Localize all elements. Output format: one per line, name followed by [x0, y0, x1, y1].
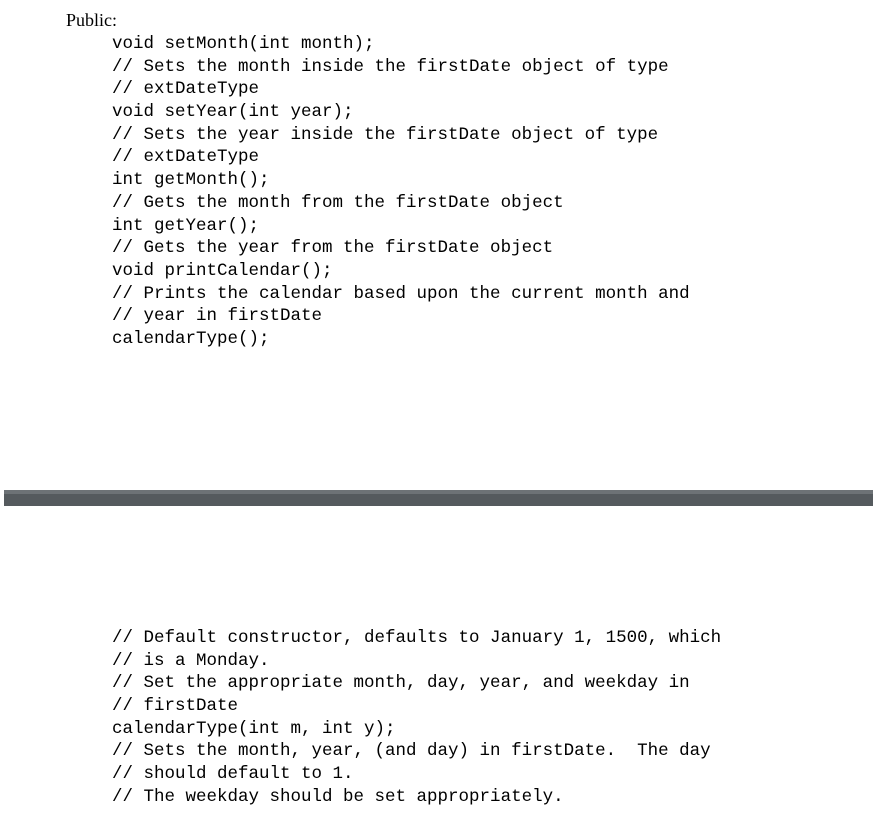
code-line: // Sets the month inside the firstDate object of type: [112, 56, 669, 77]
code-line: // extDateType: [112, 147, 260, 168]
access-specifier-label: Public:: [66, 10, 118, 30]
code-line: // Gets the month from the firstDate object: [112, 192, 564, 213]
code-line: // Prints the calendar based upon the current month and: [112, 283, 690, 304]
code-line: // The weekday should be set appropriately.: [112, 786, 564, 807]
code-line: calendarType(int m, int y);: [112, 718, 396, 739]
code-line: // Sets the year inside the firstDate object of type: [112, 124, 659, 145]
code-line: void printCalendar();: [112, 260, 333, 281]
code-line: calendarType();: [112, 328, 270, 349]
code-line: // Gets the year from the firstDate object: [112, 238, 554, 259]
code-line: // Sets the month, year, (and day) in firstDate. The day: [112, 741, 711, 762]
page-divider: [0, 490, 873, 506]
code-line: int getYear();: [112, 215, 260, 236]
code-line: void setYear(int year);: [112, 102, 354, 123]
code-line: // is a Monday.: [112, 650, 270, 671]
divider-highlight: [0, 490, 873, 494]
code-block-bottom: [112, 627, 721, 809]
code-block-top: [112, 33, 690, 351]
code-line: // Default constructor, defaults to January 1, 1500, which: [112, 628, 722, 648]
code-line: // extDateType: [112, 79, 260, 100]
code-line: // should default to 1.: [112, 764, 354, 785]
divider-edge: [0, 490, 4, 506]
code-line: // year in firstDate: [112, 306, 323, 327]
code-line: void setMonth(int month);: [112, 34, 375, 54]
code-line: int getMonth();: [112, 170, 270, 191]
code-line: // Set the appropriate month, day, year, and weekday in: [112, 673, 690, 694]
code-line: // firstDate: [112, 696, 239, 717]
